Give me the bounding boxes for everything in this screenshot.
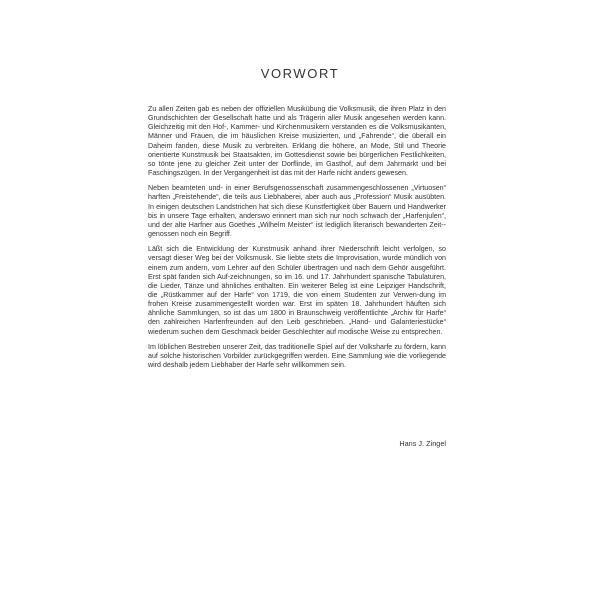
author-signature: Hans J. Zingel <box>399 439 446 448</box>
paragraph-2: Neben beamteten und- in einer Berufsgenossenschaft zusammengeschlossenen „Virtuosen“ harften „Freistehende“, die teils aus Liebhaberei, aber auch aus „Profession“ Musik ausübten. In einigen deutschen Landstrichen hat sich diese Kunstfertigkeit über Bauern und Handwerker bis in unsere Tage erhalten, anderswo erinnert man sich nur noch schwach der „Harfenjulen“, und der alte Harfner aus Goethes „Wilhelm Meister“ ist lediglich literarisch bewanderten Zeit-genossen noch ein Begriff. <box>148 184 446 239</box>
paragraph-4: Im löblichen Bestreben unserer Zeit, das traditionelle Spiel auf der Volksharfe zu fördern, kann auf solche historischen Vorbilder zurückgegriffen werden. Eine Sammlung wie die vorliegende wird deshalb jedem Liebhaber der Harfe sehr willkommen sein. <box>148 342 446 370</box>
preface-body <box>148 105 446 376</box>
paragraph-3: Läßt sich die Entwicklung der Kunstmusik anhand ihrer Niederschrift leicht verfolgen, so versagt dieser Weg bei der Volksmusik. Sie liebte stets die Improvisation, wurde mündlich von einem zum andern, vom Lehrer auf den Schüler übertragen und nach dem Gehör ausgeführt. Erst spät fanden sich Auf-zeichnungen, so im 16. und 17. Jahrhundert spanische Tabulaturen, die Lieder, Tänze und ähnliches enthalten. Ein weiterer Beleg ist eine Leipziger Handschrift, die „Rüstkammer auf der Harfe“ von 1719, die von einem Studenten zur Verwen-dung im frohen Kreise zusammengestellt worden war. Erst im späten 18. Jahrhundert häuften sich ähnliche Sammlungen, so ist das um 1800 in Braunschweig veröffentlichte „Archiv für Harfe“ den zahlreichen Harfenfreunden auf den Leib geschrieben. „Hand- und Galanteriestücke“ wiederum suchen dem Geschmack beider Geschlechter auf modische Weise zu entsprechen. <box>148 245 446 336</box>
page-title: VORWORT <box>260 66 340 81</box>
paragraph-1: Zu allen Zeiten gab es neben der offiziellen Musikübung die Volksmusik, die ihren Platz in den Grundschichten der Gesellschaft hatte und als Trägerin aller Musik angesehen werden kann. Gleichzeitig mit den Hof-, Kammer- und Kirchenmusikern verstanden es die Volksmusikanten, Männer und Frauen, die im häuslichen Kreise musizierten, und „Fahrende“, die überall ein Daheim fanden, diese Musik zu verbreiten. Erklang die höhere, an Mode, Stil und Theorie orientierte Kunstmusik bei Staatsakten, im Gottesdienst sowie bei bürgerlichen Festlichkeiten, so tönte jene zu gleicher Zeit unter der Dorflinde, im Gasthof, auf dem Jahrmarkt und bei Faschingszügen. In der Vergangenheit ist das mit der Harfe nicht anders gewesen. <box>148 105 446 178</box>
